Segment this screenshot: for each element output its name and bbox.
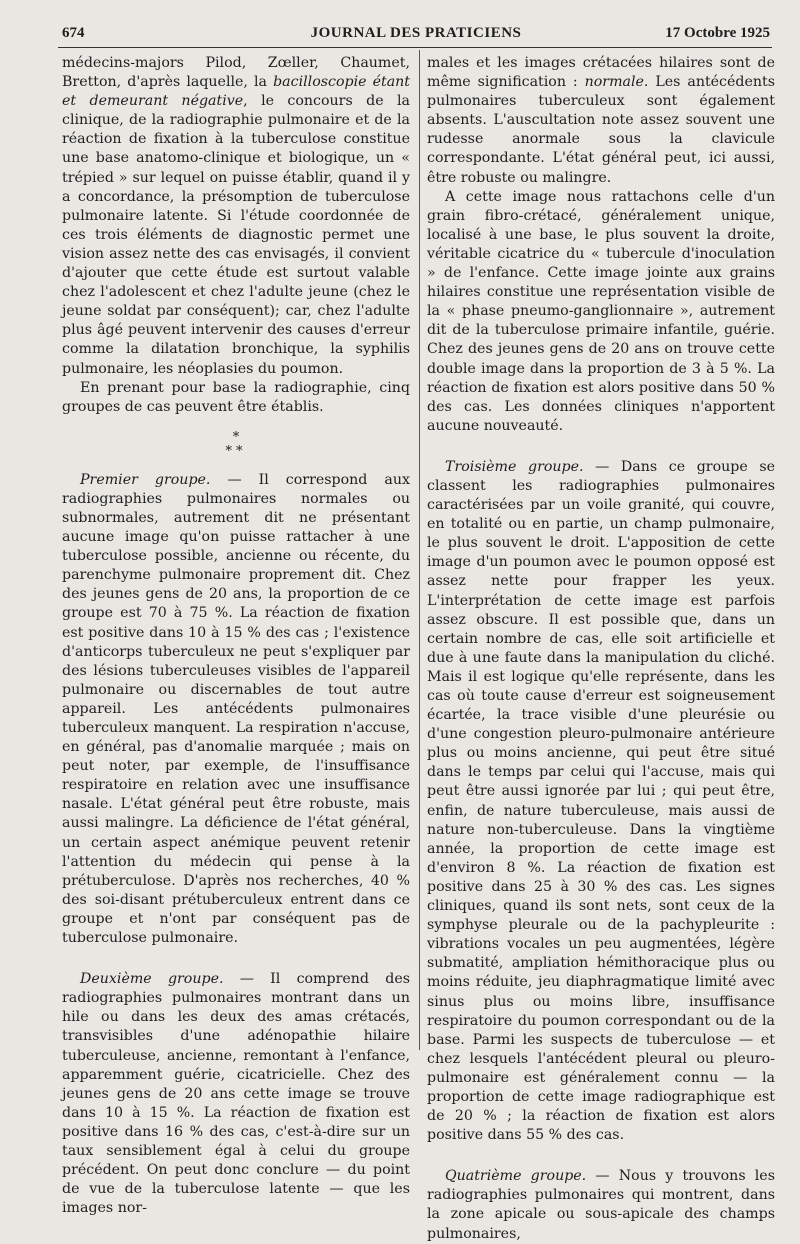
page-header xyxy=(62,25,770,47)
heading-troisieme-groupe: Troisième groupe. xyxy=(445,458,584,475)
paragraph-five-groups: En prenant pour base la radiographie, cinq groupes de cas peuvent être établis. xyxy=(62,379,410,415)
right-column xyxy=(427,54,775,1244)
heading-deuxieme-groupe: Deuxième groupe. xyxy=(80,971,224,988)
asterisk-bottom: ** xyxy=(225,443,247,459)
intro-text-continued: , le concours de la clinique, de la radiographie pulmonaire et de la réaction de fixation à la tuberculose constitue une base anatomo-clinique et biologique, un « trépied » sur lequel on puisse établir, quand il y a concordance, la présomption de tuberculose pulmonaire latente. Si l'étude coordonnée de ces trois éléments de diagnostic permet une vision assez nette des cas envisagés, il convient d'ajouter que cette étude est surtout valable chez l'adolescent et chez l'adulte jeune (chez le jeune soldat par conséquent); car, chez l'adulte plus âgé peuvent intervenir des causes d'erreur comme la dilatation bronchique, la syphilis pulmonaire, les néoplasies du poumon. xyxy=(62,93,410,377)
page-number: 674 xyxy=(62,25,85,41)
intro-text: médecins-majors Pilod, Zœller, Chaumet, Bretton, d'après laquelle, la xyxy=(62,55,410,91)
intro-italic: bacilloscopie étant et demeurant négative xyxy=(62,74,410,110)
continuation-italic: normale xyxy=(584,74,644,91)
text-deuxieme-groupe: — Il comprend des radiographies pulmonaires montrant dans un hile ou dans les deux des amas crétacés, transvisibles d'une adénopathie hilaire tuberculeuse, ancienne, remontant à l'enfance, apparemment guérie, cicatricielle. Chez des jeunes gens de 20 ans cette image se trouve dans 10 à 15 %. La réaction de fixation est positive dans 16 % des cas, c'est-à-dire sur un taux sensiblement égal à celui du groupe précédent. On peut donc conclure — du point de vue de la tuberculose latente — que les images nor- xyxy=(62,971,410,1217)
column-divider xyxy=(419,50,420,1050)
heading-premier-groupe: Premier groupe. xyxy=(80,471,211,488)
asterisk-top: * xyxy=(232,429,240,445)
paragraph-premier-groupe xyxy=(62,471,410,948)
left-column xyxy=(62,54,410,1218)
paragraph-troisieme-groupe xyxy=(427,458,775,1145)
paragraph-grain-fibro-cretace: A cette image nous rattachons celle d'un grain fibro-crétacé, généralement unique, localisé à une base, le plus souvent la droite, véritable cicatrice du « tubercule d'inoculation » de l'enfance. Cette image jointe aux grains hilaires constitue une représentation visible de la « phase pneumo-ganglionnaire », autrement dit de la tuberculose primaire infantile, guérie. Chez des jeunes gens de 20 ans on trouve cette double image dans la proportion de 3 à 5 %. La réaction de fixation est alors positive dans 50 % des cas. Les données cliniques n'apportent aucune nouveauté. xyxy=(427,188,775,434)
journal-title: JOURNAL DES PRATICIENS xyxy=(310,25,522,41)
paragraph-intro xyxy=(62,54,410,379)
text-premier-groupe: — Il correspond aux radiographies pulmonaires normales ou subnormales, autrement dit ne présentant aucune image qu'on puisse rattacher à une tuberculose possible, ancienne ou récente, du parenchyme pulmonaire proprement dit. Chez des jeunes gens de 20 ans, la proportion de ce groupe est 70 à 75 %. La réaction de fixation est positive dans 10 à 15 % des cas ; l'existence d'anticorps tuberculeux ne peut s'expliquer par des lésions tuberculeuses visibles de l'appareil pulmonaire ou discernables de tout autre appareil. Les antécédents pulmonaires tuberculeux manquent. La respiration n'accuse, en général, pas d'anomalie marquée ; mais on peut noter, par exemple, de l'insuffisance respiratoire en relation avec une insuffisance nasale. L'état général peut être robuste, mais aussi malingre. La déficience de l'état général, un certain aspect anémique peuvent retenir l'attention du médecin qui pense à la prétuberculose. D'après nos recherches, 40 % des soi-disant prétuberculeux entrent dans ce groupe et n'ont par conséquent pas de tuberculose pulmonaire. xyxy=(62,471,410,947)
paragraph-deuxieme-groupe xyxy=(62,970,410,1218)
text-troisieme-groupe: — Dans ce groupe se classent les radiographies pulmonaires caractérisées par un voile granité, qui couvre, en totalité ou en partie, un champ pulmonaire, le plus souvent le droit. L'apposition de cette image d'un poumon avec le poumon opposé est assez nette pour frapper les yeux. L'interprétation de cette image est parfois assez obscure. Il est possible que, dans un certain nombre de cas, elle soit artificielle et due à une faute dans la manipulation du cliché. Mais il est logique qu'elle représente, dans les cas où toute cause d'erreur est soigneusement écartée, la trace visible d'une pleurésie ou d'une congestion pleuro-pulmonaire antérieure plus ou moins ancienne, qui peut être situé dans le temps par celui qui l'accuse, mais qui peut être aussi ignorée par lui ; qui peut être, enfin, de nature tuberculeuse, mais aussi de nature non-tuberculeuse. Dans la vingtième année, la proportion de cette image est d'environ 8 %. La réaction de fixation est positive dans 25 à 30 % des cas. Les signes cliniques, quand ils sont nets, sont ceux de la symphyse pleurale ou de la pachypleurite : vibrations vocales un peu augmentées, légère submatité, ampliation hémithoracique plus ou moins réduite, jeu diaphragmatique limité avec sinus plus ou moins libre, insuffisance respiratoire du poumon correspondant ou de la base. Parmi les suspects de tuberculose — et chez lesquels l'antécédent pleural ou pleuro-pulmonaire est généralement connu — la proportion de cette image radiographique est de 20 % ; la réaction de fixation est alors positive dans 55 % des cas. xyxy=(427,458,776,1144)
issue-date: 17 Octobre 1925 xyxy=(665,25,770,41)
paragraph-quatrieme-groupe xyxy=(427,1167,775,1243)
continuation-text: males et les images crétacées hilaires sont de même signification : xyxy=(427,55,775,91)
continuation-text-end: . Les antécédents pulmonaires tuberculeux sont également absents. L'auscultation note assez souvent une rudesse anormale sous la clavicule correspondante. L'état général peut, ici aussi, être robuste ou malingre. xyxy=(427,74,776,186)
paragraph-continuation xyxy=(427,54,775,188)
text-quatrieme-groupe: — Nous y trouvons les radiographies pulmonaires qui montrent, dans la zone apicale ou sous-apicale des champs pulmonaires, xyxy=(427,1168,775,1242)
section-separator-asterisks xyxy=(62,431,410,459)
header-rule xyxy=(58,47,772,48)
heading-quatrieme-groupe: Quatrième groupe. xyxy=(445,1168,587,1185)
